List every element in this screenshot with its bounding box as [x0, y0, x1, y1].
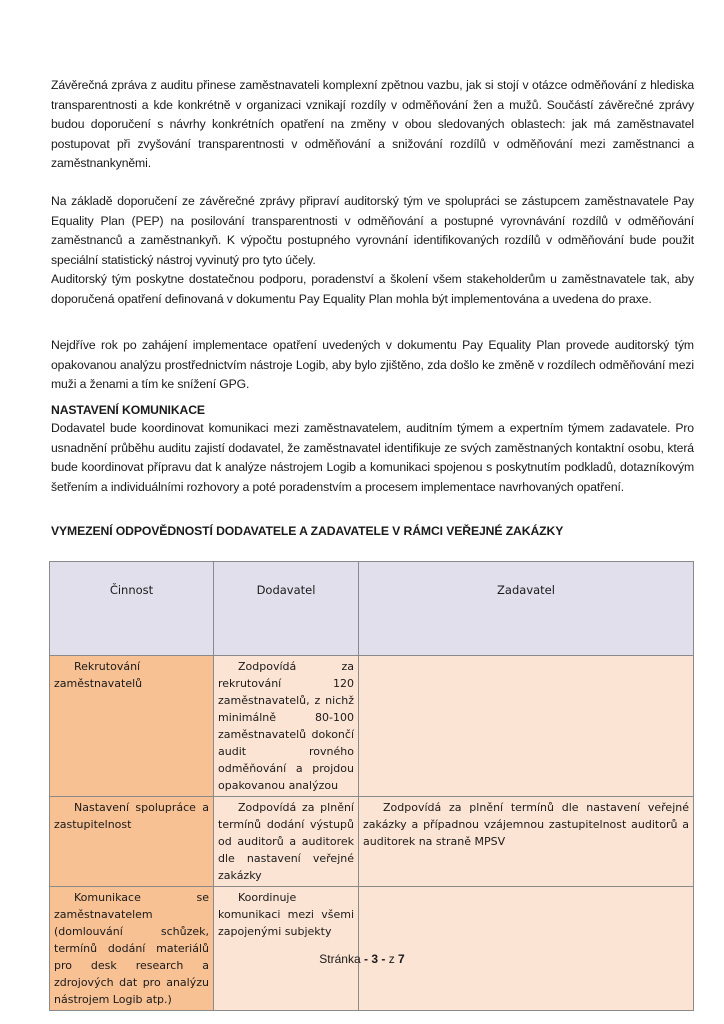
- separator: -: [381, 952, 386, 966]
- column-header-contracting-authority: Zadavatel: [359, 562, 694, 656]
- current-page-number: 3: [371, 952, 378, 966]
- cell-text: Koordinuje komunikaci mezi všemi zapojenými subjekty: [218, 891, 354, 938]
- cell-contracting-authority: [359, 656, 694, 797]
- paragraph-communication: Dodavatel bude koordinovat komunikaci mezi zaměstnavatelem, auditním týmem a expertním týmem zadavatele. Pro usnadnění průběhu auditu zajistí dodavatel, že zaměstnavatel identifikuje ze svých zaměstnaných kontaktní osobu, která bude koordinovat přípravu dat k analýze nástrojem Logib a komunikaci spojenou s poskytnutím podkladů, dotazníkovým šetřením a individuálními rozhovory a poté poradenstvím a procesem implementace navrhovaných opatření.: [51, 421, 694, 494]
- cell-supplier: [214, 656, 359, 797]
- table-row: [50, 656, 694, 797]
- cell-text: Zodpovídá za plnění termínů dle nastavení veřejné zakázky a případnou vzájemnou zastupitelnost auditorů a auditorek na straně MPSV: [363, 801, 689, 848]
- column-header-supplier: Dodavatel: [214, 562, 359, 656]
- heading-communication: NASTAVENÍ KOMUNIKACE: [51, 403, 205, 417]
- cell-activity: [50, 656, 214, 797]
- responsibilities-table: [49, 561, 694, 1011]
- cell-text: Rekrutování zaměstnavatelů: [54, 660, 143, 690]
- paragraph-support: Auditorský tým poskytne dostatečnou podporu, poradenství a školení všem stakeholderům u zaměstnavatele tak, aby doporučená opatření definovaná v dokumentu Pay Equality Plan mohla být implementována a uvedena do praxe.: [51, 272, 694, 306]
- paragraph-final-report: Závěrečná zpráva z auditu přinese zaměstnavateli komplexní zpětnou vazbu, jak si stojí v otázce odměňování z hlediska transparentnosti a kde konkrétně v organizaci vznikají rozdíly v odměňování žen a mužů. Součástí závěrečné zprávy budou doporučení s návrhy konkrétních opatření na změny v obou sledovaných oblastech: jak má zaměstnavatel postupovat při zvyšování transparentnosti v odměňování a snižování rozdílů v odměňování mezi zaměstnanci a zaměstnankyněmi.: [51, 78, 694, 171]
- paragraph-repeat-analysis: Nejdříve rok po zahájení implementace opatření uvedených v dokumentu Pay Equality Plan provede auditorský tým opakovanou analýzu prostřednictvím nástroje Logib, aby bylo zjištěno, zda došlo ke změně v rozdílech odměňování mezi muži a ženami a tím ke snížení GPG.: [51, 338, 694, 392]
- cell-contracting-authority: [359, 887, 694, 1011]
- cell-text: Zodpovídá za plnění termínů dodání výstupů od auditorů a auditorek dle nastavení veřejné zakázky: [218, 801, 354, 882]
- table-header-row: [50, 562, 694, 656]
- cell-text: Komunikace se zaměstnavatelem (domlouvání schůzek, termínů dodání materiálů pro desk research a zdrojových dat pro analýzu nástrojem Logib atp.): [54, 891, 209, 1006]
- page-footer: [0, 952, 724, 966]
- cell-supplier: [214, 797, 359, 887]
- cell-activity: [50, 887, 214, 1011]
- cell-activity: [50, 797, 214, 887]
- heading-responsibilities: VYMEZENÍ ODPOVĚDNOSTÍ DODAVATELE A ZADAVATELE V RÁMCI VEŘEJNÉ ZAKÁZKY: [51, 524, 564, 538]
- cell-supplier: [214, 887, 359, 1011]
- table-row: [50, 887, 694, 1011]
- cell-text: Nastavení spolupráce a zastupitelnost: [54, 801, 209, 831]
- total-pages-number: 7: [398, 952, 405, 966]
- column-header-activity: Činnost: [50, 562, 214, 656]
- cell-contracting-authority: [359, 797, 694, 887]
- cell-text: Zodpovídá za rekrutování 120 zaměstnavatelů, z nichž minimálně 80-100 zaměstnavatelů dokončí audit rovného odměňování a projdou opakovanou analýzou: [218, 660, 354, 792]
- separator: -: [363, 952, 368, 966]
- page-label: Stránka: [319, 952, 361, 966]
- of-label: z: [388, 952, 395, 966]
- paragraph-pay-equality-plan: Na základě doporučení ze závěrečné zprávy připraví auditorský tým ve spolupráci se zástupcem zaměstnavatele Pay Equality Plan (PEP) na posilování transparentnosti v odměňování a postupné vyrovnávání rozdílů v odměňování zaměstnanců a zaměstnankyň. K výpočtu postupného vyrovnání identifikovaných rozdílů v odměňování bude použit speciální statistický nástroj vyvinutý pro tyto účely.: [51, 194, 694, 267]
- table-row: [50, 797, 694, 887]
